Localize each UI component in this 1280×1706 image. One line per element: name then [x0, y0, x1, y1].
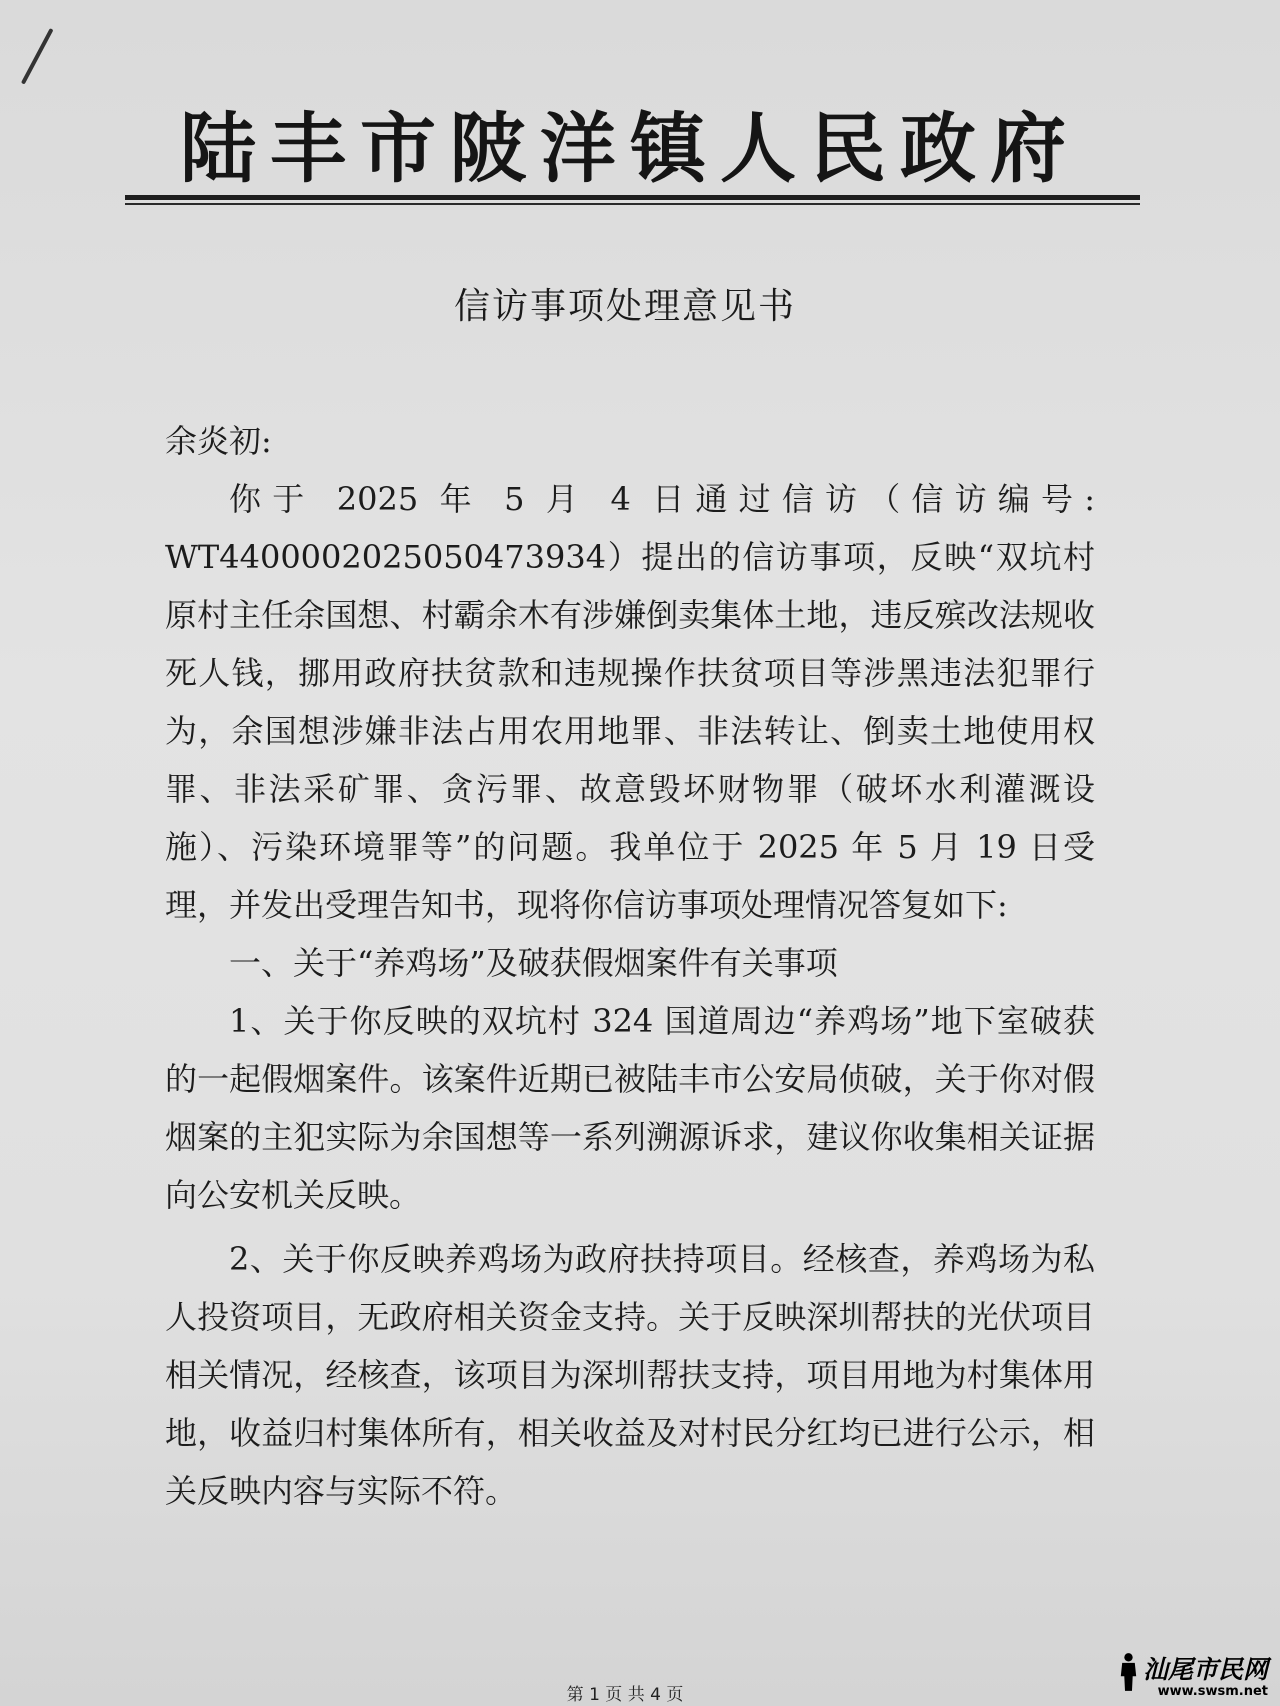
- paragraph-item-2: 2、关于你反映养鸡场为政府扶持项目。经核查，养鸡场为私人投资项目，无政府相关资金支持。关于反映深圳帮扶的光伏项目相关情况，经核查，该项目为深圳帮扶支持，项目用地为村集体用地，收益归村集体所有，相关收益及对村民分红均已进行公示，相关反映内容与实际不符。: [165, 1240, 1095, 1510]
- organization-title: 陆丰市陂洋镇人民政府: [180, 104, 1080, 193]
- page-indicator: 第 1 页 共 4 页: [566, 1685, 684, 1705]
- watermark-site-name: 汕尾市民网: [1142, 1655, 1268, 1684]
- salutation: 余炎初:: [165, 422, 272, 460]
- document-title: 信访事项处理意见书: [453, 286, 796, 327]
- header-rule-thick: [125, 195, 1140, 200]
- paragraph-intro: 你于 2025 年 5 月 4 日通过信访（信访编号: WT4400002025050473934）提出的信访事项，反映“双坑村原村主任余国想、村霸余木有涉嫌倒卖集体土地，违反殡改法规收死人钱，挪用政府扶贫款和违规操作扶贫项目等涉黑违法犯罪行为，余国想涉嫌非法占用农用地罪、非法转让、倒卖土地使用权罪、非法采矿罪、贪污罪、故意毁坏财物罪（破坏水利灌溉设施）、污染环境罪等”的问题。我单位于 2025 年 5 月 19 日受理，并发出受理告知书，现将你信访事项处理情况答复如下:: [165, 480, 1095, 924]
- person-silhouette-icon: [1118, 1644, 1139, 1700]
- site-watermark: [1118, 1640, 1268, 1700]
- section-heading-1: 一、关于“养鸡场”及破获假烟案件有关事项: [229, 944, 838, 982]
- pen-stroke-mark: [21, 28, 54, 85]
- paragraph-item-1: 1、关于你反映的双坑村 324 国道周边“养鸡场”地下室破获的一起假烟案件。该案件近期已被陆丰市公安局侦破，关于你对假烟案的主犯实际为余国想等一系列溯源诉求，建议你收集相关证据向公安机关反映。: [165, 1002, 1095, 1214]
- document-body: [165, 412, 1095, 1520]
- watermark-site-url: www.swsm.net: [1157, 1684, 1268, 1699]
- header-rule-thin: [125, 203, 1140, 205]
